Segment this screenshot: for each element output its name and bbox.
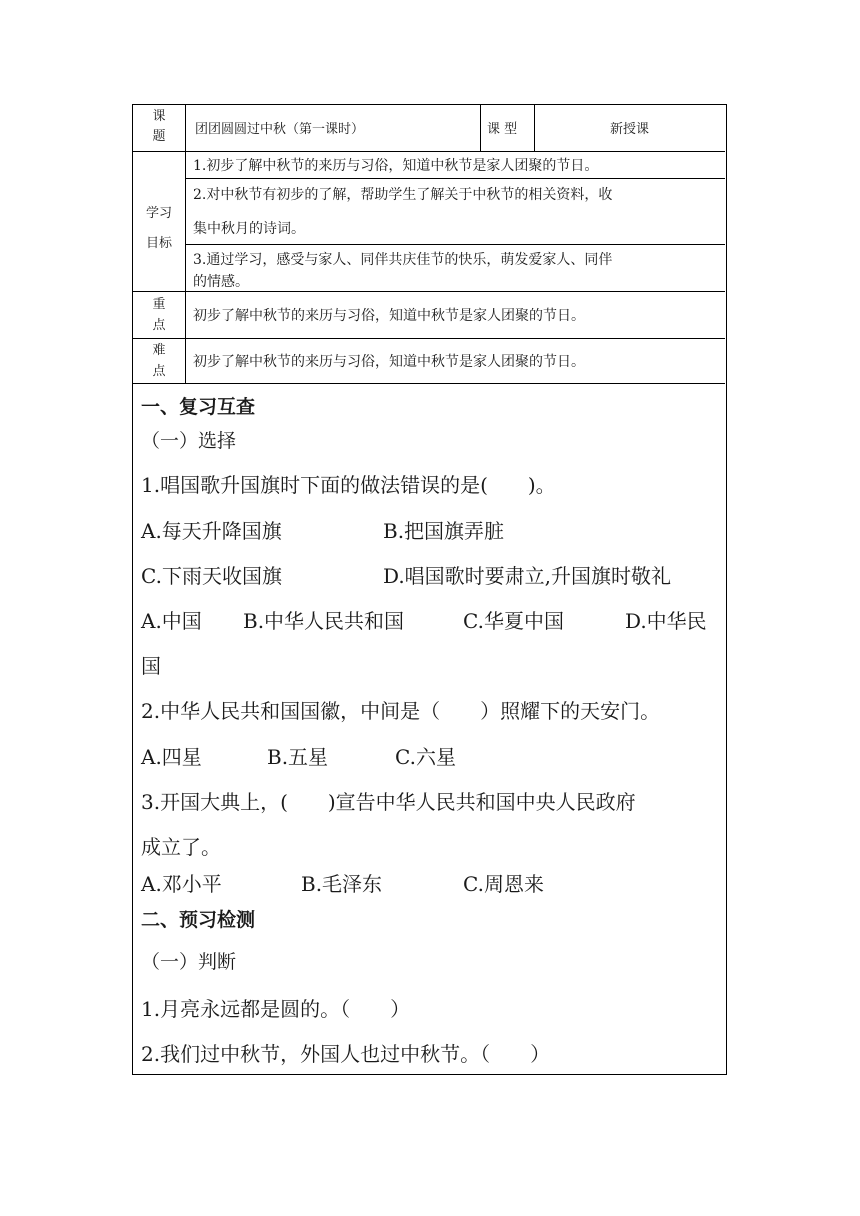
extra-option-d-continued: 国	[141, 654, 161, 678]
goal-item-1: 1.初步了解中秋节的来历与习俗，知道中秋节是家人团聚的节日。	[193, 158, 599, 174]
row-divider	[133, 383, 725, 384]
section-2-subtitle: （一）判断	[141, 951, 237, 973]
q1-option-d: D.唱国歌时要肃立,升国旗时敬礼	[383, 564, 672, 588]
difficulty-value: 初步了解中秋节的来历与习俗，知道中秋节是家人团聚的节日。	[193, 354, 585, 370]
row-divider	[133, 338, 725, 339]
type-label: 课 型	[487, 122, 518, 137]
extra-option-c: C.华夏中国	[463, 609, 564, 633]
goal-item-3-line-2: 的情感。	[193, 274, 249, 290]
type-value: 新授课	[609, 122, 649, 137]
row-divider	[185, 244, 725, 245]
q1-option-c: C.下雨天收国旗	[141, 564, 282, 588]
q2-option-c: C.六星	[395, 745, 456, 769]
col-divider	[185, 105, 186, 383]
judge-question-1: 1.月亮永远都是圆的。（ ）	[141, 997, 411, 1021]
q1-option-b: B.把国旗弄脏	[383, 519, 505, 543]
section-2-title: 二、预习检测	[141, 909, 256, 931]
question-1: 1.唱国歌升国旗时下面的做法错误的是( )。	[141, 473, 556, 497]
key-point-value: 初步了解中秋节的来历与习俗，知道中秋节是家人团聚的节日。	[193, 308, 585, 324]
q2-option-a: A.四星	[141, 745, 202, 769]
goals-label: 学习 目标	[145, 206, 172, 251]
row-divider	[185, 178, 725, 179]
lesson-plan-sheet	[132, 104, 727, 1075]
row-divider	[133, 151, 725, 152]
question-3-line-1: 3.开国大典上，( )宣告中华人民共和国中央人民政府	[141, 790, 636, 814]
judge-question-2: 2.我们过中秋节，外国人也过中秋节。（ ）	[141, 1042, 551, 1066]
topic-value: 团团圆圆过中秋（第一课时）	[195, 122, 365, 137]
goal-item-2-line-1: 2.对中秋节有初步的了解，帮助学生了解关于中秋节的相关资料，收	[193, 187, 613, 203]
extra-option-d: D.中华民	[625, 609, 707, 633]
section-1-subtitle: （一）选择	[141, 430, 237, 452]
topic-label: 课 题	[152, 109, 166, 144]
question-2: 2.中华人民共和国国徽，中间是（ ）照耀下的天安门。	[141, 699, 661, 723]
q3-option-b: B.毛泽东	[301, 872, 383, 896]
q1-option-a: A.每天升降国旗	[141, 519, 282, 543]
q2-option-b: B.五星	[267, 745, 329, 769]
difficulty-label: 难 点	[152, 343, 166, 379]
goal-item-2-line-2: 集中秋月的诗词。	[193, 221, 305, 237]
q3-option-a: A.邓小平	[141, 872, 222, 896]
goal-item-3-line-1: 3.通过学习，感受与家人、同伴共庆佳节的快乐，萌发爱家人、同伴	[193, 252, 613, 268]
key-point-label: 重 点	[152, 297, 166, 333]
extra-option-b: B.中华人民共和国	[243, 609, 405, 633]
col-divider	[480, 105, 481, 151]
question-3-line-2: 成立了。	[141, 835, 221, 859]
extra-option-a: A.中国	[141, 609, 202, 633]
section-1-title: 一、复习互查	[141, 396, 256, 418]
row-divider	[133, 291, 725, 292]
q3-option-c: C.周恩来	[463, 872, 544, 896]
